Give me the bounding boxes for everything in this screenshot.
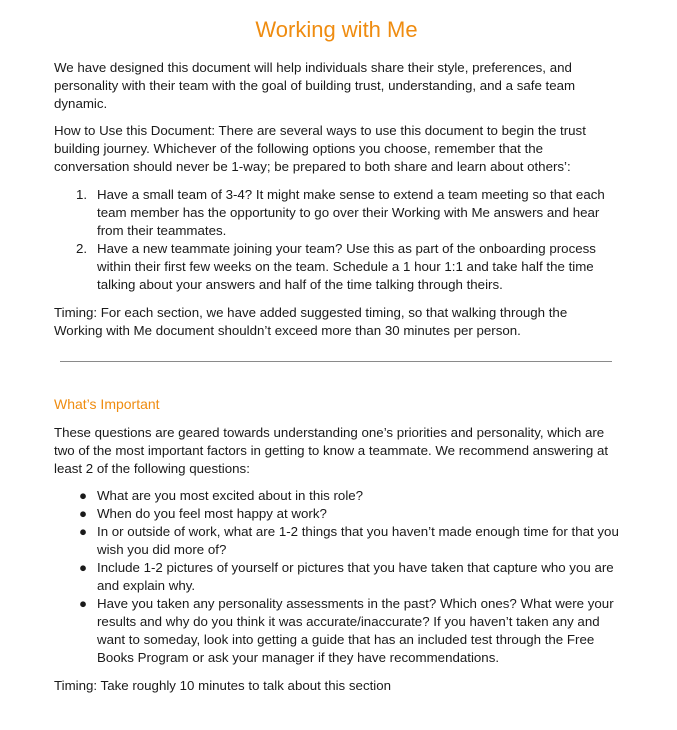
section-intro-paragraph: These questions are geared towards understanding one’s priorities and personality, which are two of the most important factors in getting to know a teammate. We recommend answering at least 2 of the following questions: [54,425,609,476]
list-item [54,487,619,505]
bullet-icon: ● [79,560,88,575]
list-item-text: When do you feel most happy at work? [97,506,327,521]
intro-paragraph: We have designed this document will help individuals share their style, preferences, and personality with their team with the goal of building trust, understanding, and a safe team dynamic. [54,60,576,111]
document-title: Working with Me [255,17,418,42]
list-item [54,559,619,595]
section-divider [60,361,612,362]
list-item-text: Include 1-2 pictures of yourself or pictures that you have taken that capture who you are and explain why. [97,560,614,593]
bullet-icon: ● [79,506,88,521]
questions-list [54,487,619,667]
timing-note: Timing: For each section, we have added suggested timing, so that walking through the Working with Me document shouldn’t exceed more than 30 minutes per person. [54,305,568,338]
list-item-text: What are you most excited about in this role? [97,488,364,503]
list-item-text: In or outside of work, what are 1-2 things that you haven’t made enough time for that you wish you did more of? [97,524,619,557]
list-item [54,186,619,240]
section-heading: What’s Important [54,396,160,412]
list-number: 1. [76,187,88,202]
list-item [54,523,619,559]
list-number: 2. [76,241,88,256]
list-item [54,505,619,523]
list-item [54,595,619,667]
list-item-text: Have a small team of 3-4? It might make sense to extend a team meeting so that each team member has the opportunity to go over their Working with Me answers and hear from their teammates. [97,187,605,238]
list-item-text: Have you taken any personality assessments in the past? Which ones? What were your results and why do you think it was accurate/inaccurate? If you haven’t taken any and want to someday, look into getting a guide that has an included test through the Free Books Program or ask your manager if they have recommendations. [97,596,614,665]
how-to-list [54,186,619,294]
bullet-icon: ● [79,524,88,539]
list-item [54,240,619,294]
bullet-icon: ● [79,596,88,611]
how-to-paragraph: How to Use this Document: There are several ways to use this document to begin the trust building journey. Whichever of the following options you choose, remember that the conversation should never be 1-way; be prepared to both share and learn about others’: [54,123,586,174]
bullet-icon: ● [79,488,88,503]
section-timing-note: Timing: Take roughly 10 minutes to talk about this section [54,678,392,693]
list-item-text: Have a new teammate joining your team? Use this as part of the onboarding process within their first few weeks on the team. Schedule a 1 hour 1:1 and take half the time talking about your answers and half of the time talking through theirs. [97,241,596,292]
